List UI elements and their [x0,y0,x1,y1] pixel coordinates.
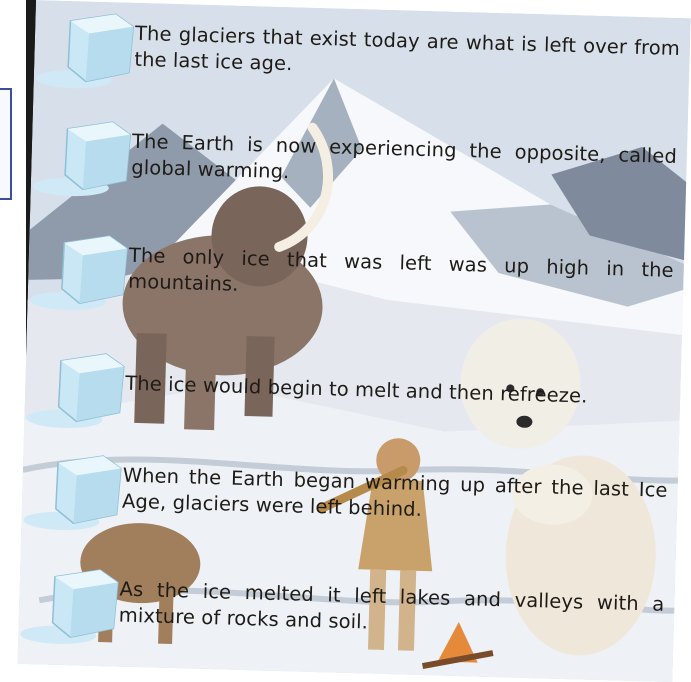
ice-cube-icon [27,232,139,315]
step-card [21,452,673,560]
step-card [18,566,670,674]
neighbour-page-box [0,88,12,200]
step-card [24,350,676,458]
ice-cube-icon [18,566,130,649]
step-card [30,118,682,226]
step-text: The only ice that was left was up high in the mountains. [127,243,675,296]
ice-cube-icon [24,350,136,433]
step-text: As the ice melted it left lakes and valleys with a mixture of rocks and soil. [118,577,665,634]
step-card [27,232,679,340]
step-text: The glaciers that exist today are what is left over from the last ice age. [134,21,681,76]
step-text: The ice would begin to melt and then refreeze. [125,371,588,408]
step-text: When the Earth began warming up after the last Ice Age, glaciers were left behind. [121,463,668,521]
ice-cube-icon [30,118,142,201]
ice-cube-icon [33,10,145,93]
step-text: The Earth is now experiencing the opposite, called global warming. [131,129,678,184]
ice-cube-icon [21,452,133,535]
worksheet-panel [17,0,690,682]
step-card [33,10,685,118]
